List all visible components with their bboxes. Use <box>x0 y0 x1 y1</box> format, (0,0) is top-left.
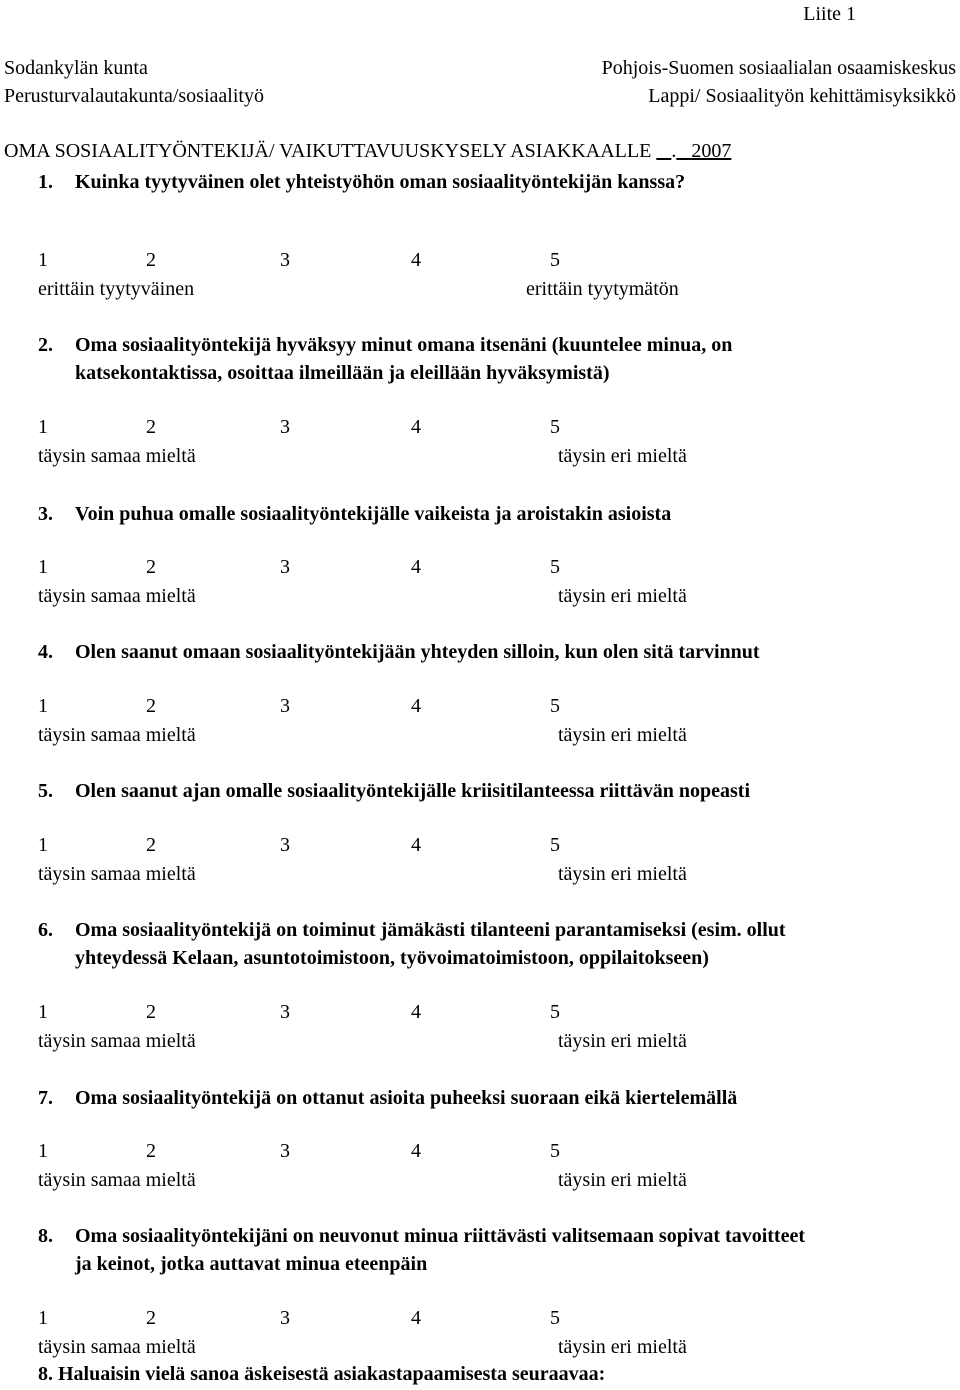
rating-option-5[interactable]: 5 <box>550 1307 560 1329</box>
scale-right-anchor: täysin eri mieltä <box>558 724 687 746</box>
org-right-line1: Pohjois-Suomen sosiaalialan osaamiskeskus <box>601 57 956 79</box>
rating-option-1[interactable]: 1 <box>38 695 48 717</box>
scale-right-anchor: täysin eri mieltä <box>558 1336 687 1358</box>
scale-left-anchor: erittäin tyytyväinen <box>38 278 195 300</box>
rating-option-4[interactable]: 4 <box>411 416 421 438</box>
question-text: Oma sosiaalityöntekijä on ottanut asioita puheeksi suoraan eikä kiertelemällä <box>75 1087 738 1109</box>
rating-option-5[interactable]: 5 <box>550 1001 560 1023</box>
scale-left-anchor: täysin samaa mieltä <box>38 724 196 746</box>
rating-option-4[interactable]: 4 <box>411 695 421 717</box>
scale-left-anchor: täysin samaa mieltä <box>38 585 196 607</box>
rating-option-1[interactable]: 1 <box>38 1307 48 1329</box>
question-text: Olen saanut ajan omalle sosiaalityöntekijälle kriisitilanteessa riittävän nopeasti <box>75 780 751 802</box>
scale-left-anchor: täysin samaa mieltä <box>38 1030 196 1052</box>
rating-option-4[interactable]: 4 <box>411 249 421 271</box>
rating-option-2[interactable]: 2 <box>146 1140 156 1162</box>
rating-option-3[interactable]: 3 <box>280 695 290 717</box>
scale-right-anchor: täysin eri mieltä <box>558 1169 687 1191</box>
question-number: 4. <box>38 641 53 663</box>
question-number: 6. <box>38 919 53 941</box>
rating-option-4[interactable]: 4 <box>411 1001 421 1023</box>
scale-right-anchor: täysin eri mieltä <box>558 585 687 607</box>
rating-option-2[interactable]: 2 <box>146 695 156 717</box>
rating-option-5[interactable]: 5 <box>550 695 560 717</box>
scale-right-anchor: erittäin tyytymätön <box>526 278 679 300</box>
rating-option-5[interactable]: 5 <box>550 1140 560 1162</box>
rating-option-2[interactable]: 2 <box>146 416 156 438</box>
rating-option-5[interactable]: 5 <box>550 249 560 271</box>
question-text: Voin puhua omalle sosiaalityöntekijälle vaikeista ja aroistakin asioista <box>75 503 672 525</box>
rating-option-2[interactable]: 2 <box>146 1307 156 1329</box>
rating-option-1[interactable]: 1 <box>38 834 48 856</box>
title-blank-1[interactable] <box>656 140 671 162</box>
scale-left-anchor: täysin samaa mieltä <box>38 445 196 467</box>
rating-option-3[interactable]: 3 <box>280 556 290 578</box>
rating-option-2[interactable]: 2 <box>146 834 156 856</box>
question-text-continued: ja keinot, jotka auttavat minua eteenpäin <box>75 1253 428 1275</box>
question-number: 5. <box>38 780 53 802</box>
rating-option-2[interactable]: 2 <box>146 556 156 578</box>
rating-option-3[interactable]: 3 <box>280 1307 290 1329</box>
rating-option-5[interactable]: 5 <box>550 416 560 438</box>
scale-left-anchor: täysin samaa mieltä <box>38 1336 196 1358</box>
org-right-line2: Lappi/ Sosiaalityön kehittämisyksikkö <box>648 85 956 107</box>
scale-right-anchor: täysin eri mieltä <box>558 863 687 885</box>
question-number: 7. <box>38 1087 53 1109</box>
rating-option-3[interactable]: 3 <box>280 1001 290 1023</box>
question-text: Oma sosiaalityöntekijäni on neuvonut minua riittävästi valitsemaan sopivat tavoitteet <box>75 1225 806 1247</box>
question-number: 3. <box>38 503 53 525</box>
question-number: 2. <box>38 334 53 356</box>
document-title <box>4 139 731 163</box>
rating-option-4[interactable]: 4 <box>411 834 421 856</box>
attachment-label: Liite 1 <box>803 3 856 25</box>
org-left-line1: Sodankylän kunta <box>4 57 148 79</box>
title-text: OMA SOSIAALITYÖNTEKIJÄ/ VAIKUTTAVUUSKYSELY ASIAKKAALLE <box>4 140 652 162</box>
rating-option-2[interactable]: 2 <box>146 1001 156 1023</box>
question-number: 1. <box>38 171 53 193</box>
rating-option-3[interactable]: 3 <box>280 249 290 271</box>
title-blank-2[interactable] <box>676 140 691 162</box>
scale-right-anchor: täysin eri mieltä <box>558 1030 687 1052</box>
question-text: Olen saanut omaan sosiaalityöntekijään yhteyden silloin, kun olen sitä tarvinnut <box>75 641 760 663</box>
rating-option-1[interactable]: 1 <box>38 1001 48 1023</box>
scale-right-anchor: täysin eri mieltä <box>558 445 687 467</box>
rating-option-3[interactable]: 3 <box>280 416 290 438</box>
scale-left-anchor: täysin samaa mieltä <box>38 1169 196 1191</box>
final-prompt: 8. Haluaisin vielä sanoa äskeisestä asiakastapaamisesta seuraavaa: <box>38 1363 606 1385</box>
rating-option-1[interactable]: 1 <box>38 249 48 271</box>
rating-option-1[interactable]: 1 <box>38 556 48 578</box>
rating-option-1[interactable]: 1 <box>38 416 48 438</box>
scale-left-anchor: täysin samaa mieltä <box>38 863 196 885</box>
rating-option-2[interactable]: 2 <box>146 249 156 271</box>
question-text: Oma sosiaalityöntekijä on toiminut jämäkästi tilanteeni parantamiseksi (esim. ollut <box>75 919 786 941</box>
rating-option-4[interactable]: 4 <box>411 556 421 578</box>
title-dot: . <box>671 140 677 162</box>
question-text: Oma sosiaalityöntekijä hyväksyy minut omana itsenäni (kuuntelee minua, on <box>75 334 733 356</box>
question-text-continued: yhteydessä Kelaan, asuntotoimistoon, työvoimatoimistoon, oppilaitokseen) <box>75 947 709 969</box>
org-left-line2: Perusturvalautakunta/sosiaalityö <box>4 85 264 107</box>
rating-option-3[interactable]: 3 <box>280 834 290 856</box>
rating-option-5[interactable]: 5 <box>550 556 560 578</box>
rating-option-5[interactable]: 5 <box>550 834 560 856</box>
rating-option-4[interactable]: 4 <box>411 1140 421 1162</box>
question-text: Kuinka tyytyväinen olet yhteistyöhön oman sosiaalityöntekijän kanssa? <box>75 171 686 193</box>
rating-option-3[interactable]: 3 <box>280 1140 290 1162</box>
title-year: 2007 <box>691 140 732 162</box>
rating-option-4[interactable]: 4 <box>411 1307 421 1329</box>
rating-option-1[interactable]: 1 <box>38 1140 48 1162</box>
question-text-continued: katsekontaktissa, osoittaa ilmeillään ja eleillään hyväksymistä) <box>75 362 610 384</box>
question-number: 8. <box>38 1225 53 1247</box>
